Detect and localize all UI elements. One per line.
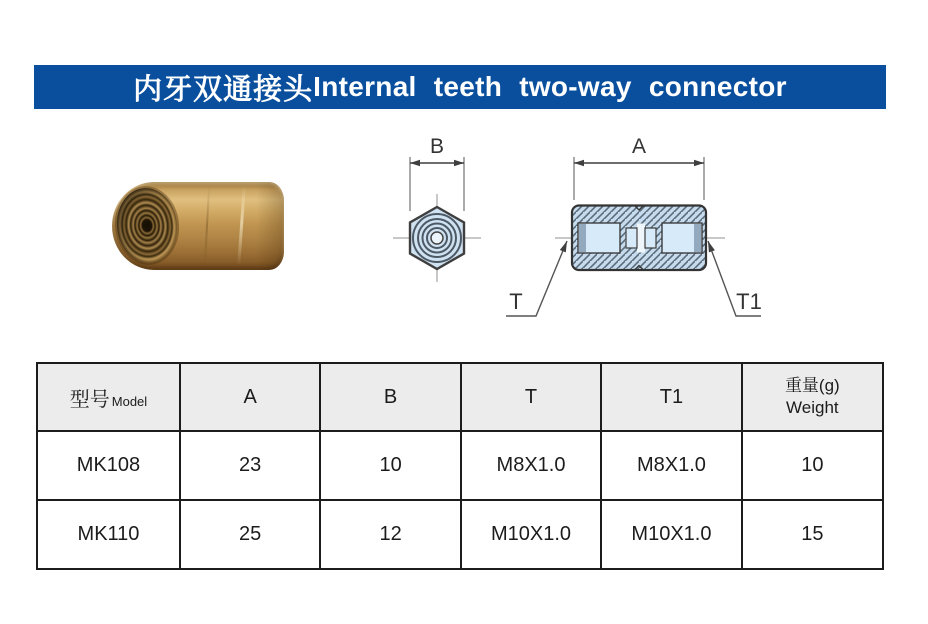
cell-weight: 10 <box>742 431 883 500</box>
cell-model: MK108 <box>37 431 180 500</box>
leader-t1-arrow <box>708 241 715 252</box>
col-header-model <box>37 363 180 431</box>
col-header-t: T <box>461 363 601 431</box>
dim-a-arrow-left <box>574 160 584 166</box>
col-header-b: B <box>320 363 460 431</box>
cell-a: 25 <box>180 500 320 569</box>
dim-a-arrow-right <box>694 160 704 166</box>
center-through-hole <box>637 224 645 253</box>
table-header-row <box>37 363 883 431</box>
right-chamfer <box>694 224 701 252</box>
neck-bore-right <box>645 228 656 248</box>
spec-table <box>36 362 884 570</box>
col-header-weight-en: Weight <box>786 398 839 417</box>
thread-label-t: T <box>509 289 523 314</box>
product-photo <box>112 182 284 270</box>
cell-t: M8X1.0 <box>461 431 601 500</box>
center-bore <box>431 232 443 244</box>
dim-b-arrow-left <box>410 160 420 166</box>
cell-a: 23 <box>180 431 320 500</box>
col-header-a: A <box>180 363 320 431</box>
page-title-chinese: 内牙双通接头 <box>133 73 314 106</box>
cell-model: MK110 <box>37 500 180 569</box>
col-header-model-en: Model <box>111 393 148 409</box>
neck-bore-left <box>626 228 637 248</box>
thread-label-t1: T1 <box>736 289 762 314</box>
title-banner <box>34 65 886 109</box>
cell-b: 12 <box>320 500 460 569</box>
col-header-weight <box>742 363 883 431</box>
dim-b-arrow-right <box>454 160 464 166</box>
cell-weight: 15 <box>742 500 883 569</box>
col-header-weight-cn: 重量(g) <box>784 375 840 395</box>
section-view-drawing <box>506 135 762 316</box>
leader-t-arrow <box>560 241 567 252</box>
page-title-english: Internal teeth two-way connector <box>313 71 787 102</box>
technical-drawing <box>380 135 790 330</box>
dim-label-a: A <box>631 135 647 158</box>
cell-t1: M10X1.0 <box>601 500 741 569</box>
dim-label-b: B <box>429 135 445 158</box>
col-header-model-cn: 型号 <box>69 388 110 411</box>
end-view-drawing <box>393 135 481 282</box>
cell-b: 10 <box>320 431 460 500</box>
left-chamfer <box>579 224 586 252</box>
table-row-mk108 <box>37 431 883 500</box>
cell-t: M10X1.0 <box>461 500 601 569</box>
table-row-mk110 <box>37 500 883 569</box>
col-header-t1: T1 <box>601 363 741 431</box>
cell-t1: M8X1.0 <box>601 431 741 500</box>
